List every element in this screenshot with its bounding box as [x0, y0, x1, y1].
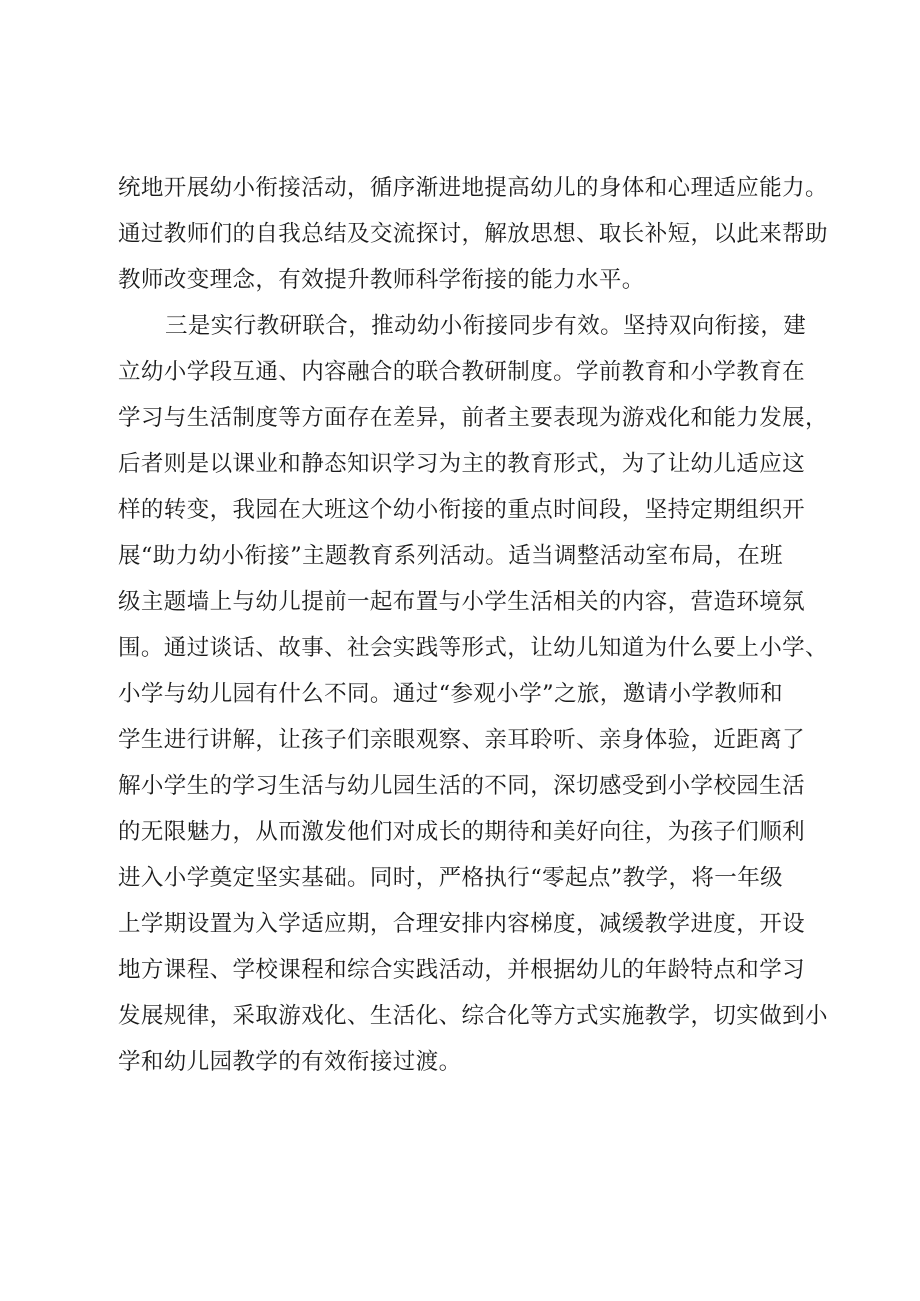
text-line: 通过教师们的自我总结及交流探讨，解放思想、取长补短，以此来帮助 [118, 221, 828, 247]
text-line: 后者则是以课业和静态知识学习为主的教育形式，为了让幼儿适应这 [118, 451, 806, 477]
text-line: 样的转变，我园在大班这个幼小衔接的重点时间段，坚持定期组织开 [118, 497, 806, 523]
text-line: 学生进行讲解，让孩子们亲眼观察、亲耳聆听、亲身体验，近距离了 [118, 727, 806, 753]
text-line: 地方课程、学校课程和综合实践活动，并根据幼儿的年龄特点和学习 [118, 957, 806, 983]
text-line: 小学与幼儿园有什么不同。通过“参观小学”之旅，邀请小学教师和 [118, 681, 784, 707]
text-line: 进入小学奠定坚实基础。同时，严格执行“零起点”教学，将一年级 [118, 865, 784, 891]
text-line: 围。通过谈话、故事、社会实践等形式，让幼儿知道为什么要上小学、 [118, 635, 828, 661]
text-line: 的无限魅力，从而激发他们对成长的期待和美好向往，为孩子们顺利 [118, 819, 806, 845]
text-line: 学习与生活制度等方面存在差异，前者主要表现为游戏化和能力发展， [118, 405, 828, 431]
text-line: 展“助力幼小衔接”主题教育系列活动。适当调整活动室布局，在班 [118, 543, 784, 569]
text-line: 级主题墙上与幼儿提前一起布置与小学生活相关的内容，营造环境氛 [118, 589, 806, 615]
paragraph-start-line: 三是实行教研联合，推动幼小衔接同步有效。坚持双向衔接，建 [165, 313, 807, 339]
text-line: 上学期设置为入学适应期，合理安排内容梯度，减缓教学进度，开设 [118, 911, 806, 937]
text-line: 学和幼儿园教学的有效衔接过渡。 [118, 1049, 462, 1075]
text-line: 发展规律，采取游戏化、生活化、综合化等方式实施教学，切实做到小 [118, 1003, 828, 1029]
body-text [118, 165, 828, 1085]
text-line: 教师改变理念，有效提升教师科学衔接的能力水平。 [118, 267, 645, 293]
text-line: 立幼小学段互通、内容融合的联合教研制度。学前教育和小学教育在 [118, 359, 806, 385]
text-line: 解小学生的学习生活与幼儿园生活的不同，深切感受到小学校园生活 [118, 773, 806, 799]
text-line: 统地开展幼小衔接活动，循序渐进地提高幼儿的身体和心理适应能力。 [118, 175, 828, 201]
